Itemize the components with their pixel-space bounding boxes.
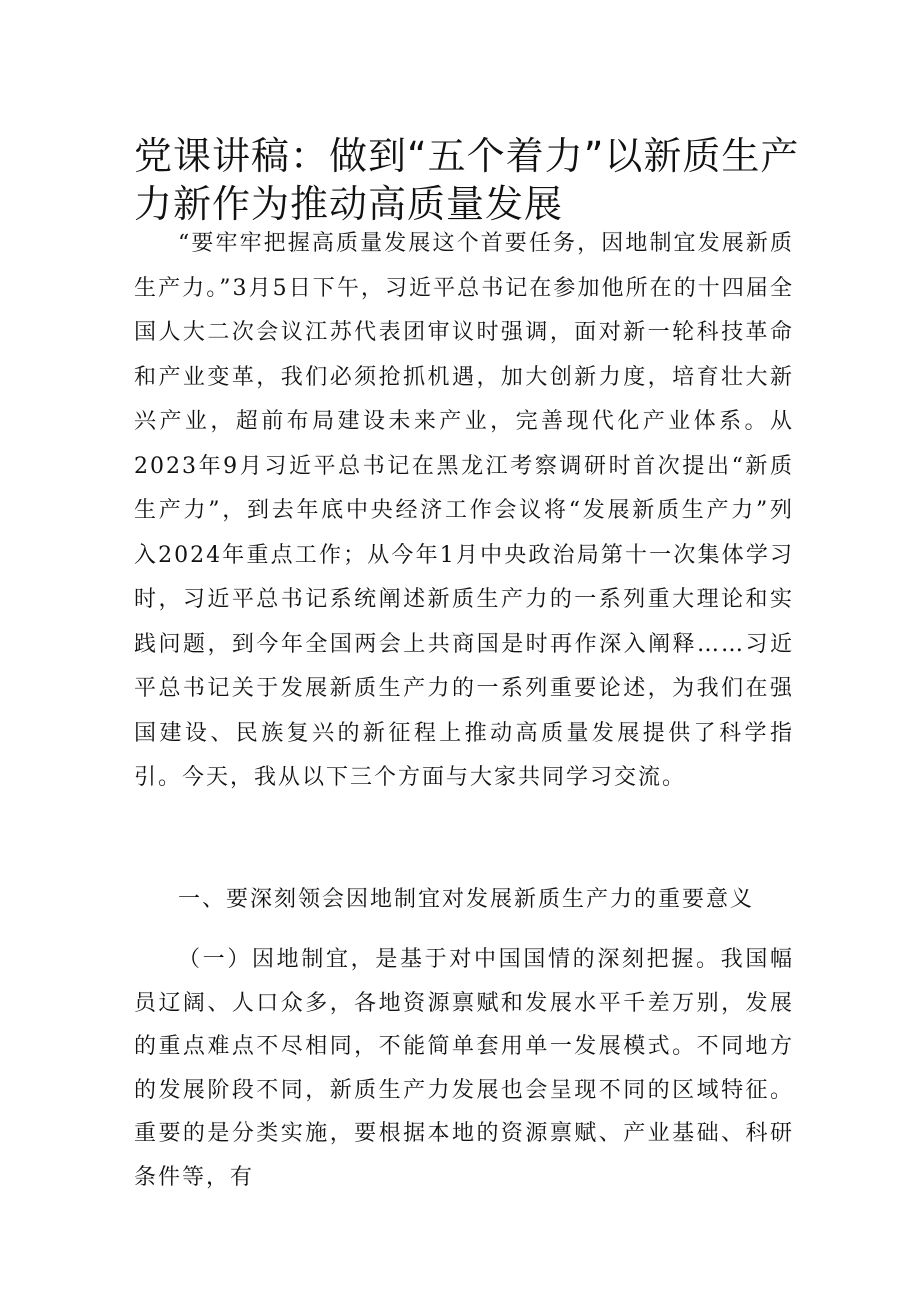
intro-paragraph: “要牢牢把握高质量发展这个首要任务，因地制宜发展新质生产力。”3月5日下午，习近平总书记在参加他所在的十四届全国人大二次会议江苏代表团审议时强调，面对新一轮科技革命和产业变革，我们必须抢抓机遇，加大创新力度，培育壮大新兴产业，超前布局建设未来产业，完善现代化产业体系。从2023年9月习近平总书记在黑龙江考察调研时首次提出“新质生产力”，到去年底中央经济工作会议将“发展新质生产力”列入2024年重点工作；从今年1月中央政治局第十一次集体学习时，习近平总书记系统阐述新质生产力的一系列重大理论和实践问题，到今年全国两会上共商国是时再作深入阐释……习近平总书记关于发展新质生产力的一系列重要论述，为我们在强国建设、民族复兴的新征程上推动高质量发展提供了科学指引。今天，我从以下三个方面与大家共同学习交流。 — [134, 231, 794, 790]
section1-paragraph-1: （一）因地制宜，是基于对中国国情的深刻把握。我国幅员辽阔、人口众多，各地资源禀赋和发展水平千差万别，发展的重点难点不尽相同，不能简单套用单一发展模式。不同地方的发展阶段不同，新质生产力发展也会呈现不同的区域特征。重要的是分类实施，要根据本地的资源禀赋、产业基础、科研条件等，有 — [134, 947, 794, 1190]
document-title: 党课讲稿：做到“五个着力”以新质生产力新作为推动高质量发展 — [134, 134, 800, 226]
section-heading-1: 一、要深刻领会因地制宜对发展新质生产力的重要意义 — [178, 887, 755, 912]
